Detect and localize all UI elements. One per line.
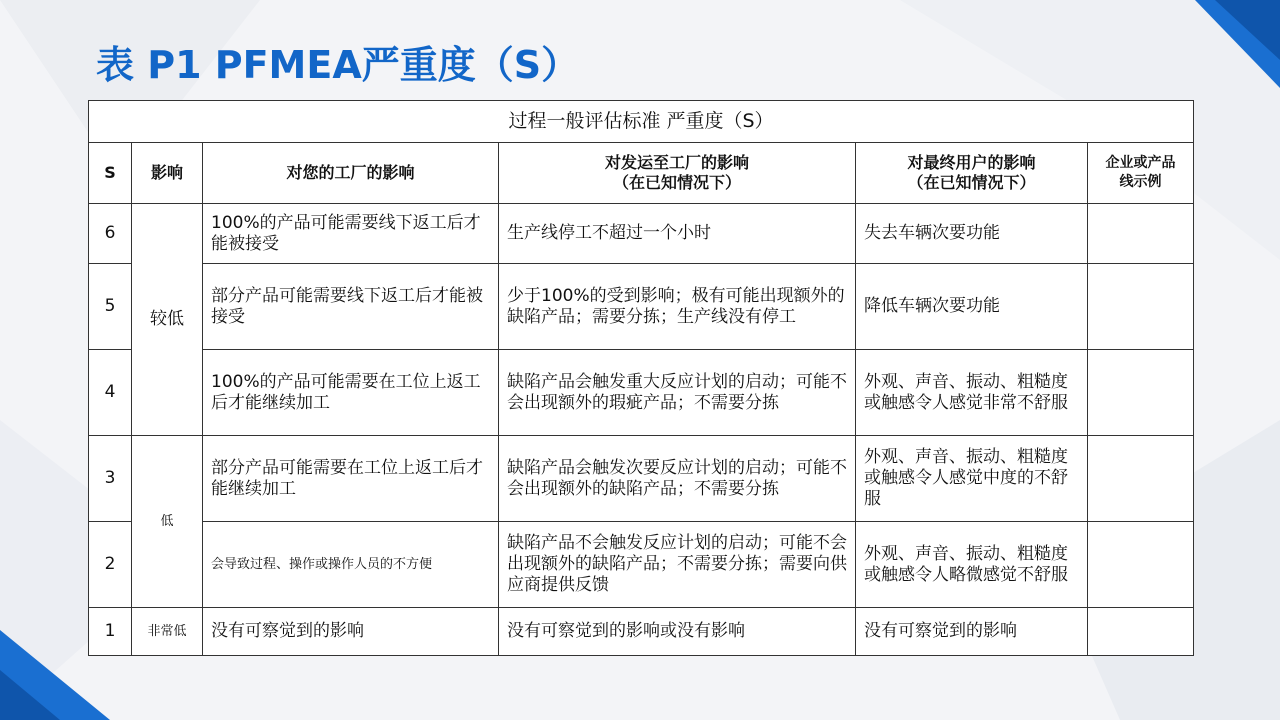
plant-effect: 部分产品可能需要线下返工后才能被接受 (203, 264, 499, 350)
severity-value: 1 (89, 608, 132, 656)
example-cell (1088, 264, 1194, 350)
severity-table (88, 100, 1194, 656)
ship-effect: 缺陷产品不会触发反应计划的启动；可能不会出现额外的缺陷产品；不需要分拣；需要向供应商提供反馈 (499, 522, 856, 608)
user-effect: 失去车辆次要功能 (856, 204, 1088, 264)
example-cell (1088, 350, 1194, 436)
effect-group: 较低 (132, 204, 203, 436)
plant-effect: 会导致过程、操作或操作人员的不方便 (203, 522, 499, 608)
header-example (1088, 143, 1194, 204)
ship-effect: 少于100%的受到影响；极有可能出现额外的缺陷产品；需要分拣；生产线没有停工 (499, 264, 856, 350)
user-effect: 外观、声音、振动、粗糙度或触感令人略微感觉不舒服 (856, 522, 1088, 608)
header-example-line2: 线示例 (1119, 174, 1162, 190)
user-effect: 没有可察觉到的影响 (856, 608, 1088, 656)
header-user-line1: 对最终用户的影响 (907, 153, 1036, 172)
table-row (89, 522, 1194, 608)
table-header-row (89, 143, 1194, 204)
severity-value: 2 (89, 522, 132, 608)
effect-group: 非常低 (132, 608, 203, 656)
header-s: S (89, 143, 132, 204)
table-caption-row (89, 101, 1194, 143)
plant-effect: 没有可察觉到的影响 (203, 608, 499, 656)
plant-effect: 100%的产品可能需要在工位上返工后才能继续加工 (203, 350, 499, 436)
ship-effect: 缺陷产品会触发次要反应计划的启动；可能不会出现额外的缺陷产品；不需要分拣 (499, 436, 856, 522)
header-plant: 对您的工厂的影响 (203, 143, 499, 204)
example-cell (1088, 608, 1194, 656)
header-user-line2: （在已知情况下） (907, 173, 1036, 192)
header-example-line1: 企业或产品 (1105, 155, 1176, 171)
table-row (89, 350, 1194, 436)
user-effect: 降低车辆次要功能 (856, 264, 1088, 350)
plant-effect: 部分产品可能需要在工位上返工后才能继续加工 (203, 436, 499, 522)
severity-value: 5 (89, 264, 132, 350)
severity-value: 4 (89, 350, 132, 436)
header-ship-line2: （在已知情况下） (612, 173, 741, 192)
severity-value: 3 (89, 436, 132, 522)
ship-effect: 生产线停工不超过一个小时 (499, 204, 856, 264)
ship-effect: 缺陷产品会触发重大反应计划的启动；可能不会出现额外的瑕疵产品；不需要分拣 (499, 350, 856, 436)
header-ship (499, 143, 856, 204)
table-row (89, 264, 1194, 350)
severity-value: 6 (89, 204, 132, 264)
ship-effect: 没有可察觉到的影响或没有影响 (499, 608, 856, 656)
table-row (89, 608, 1194, 656)
table-row (89, 204, 1194, 264)
example-cell (1088, 436, 1194, 522)
header-ship-line1: 对发运至工厂的影响 (604, 153, 749, 172)
table-caption: 过程一般评估标准 严重度（S） (89, 101, 1194, 143)
table-row (89, 436, 1194, 522)
example-cell (1088, 204, 1194, 264)
effect-group: 低 (132, 436, 203, 608)
user-effect: 外观、声音、振动、粗糙度或触感令人感觉非常不舒服 (856, 350, 1088, 436)
user-effect: 外观、声音、振动、粗糙度或触感令人感觉中度的不舒服 (856, 436, 1088, 522)
plant-effect: 100%的产品可能需要线下返工后才能被接受 (203, 204, 499, 264)
header-effect: 影响 (132, 143, 203, 204)
header-user (856, 143, 1088, 204)
slide-title: 表 P1 PFMEA严重度（S） (96, 43, 580, 87)
example-cell (1088, 522, 1194, 608)
